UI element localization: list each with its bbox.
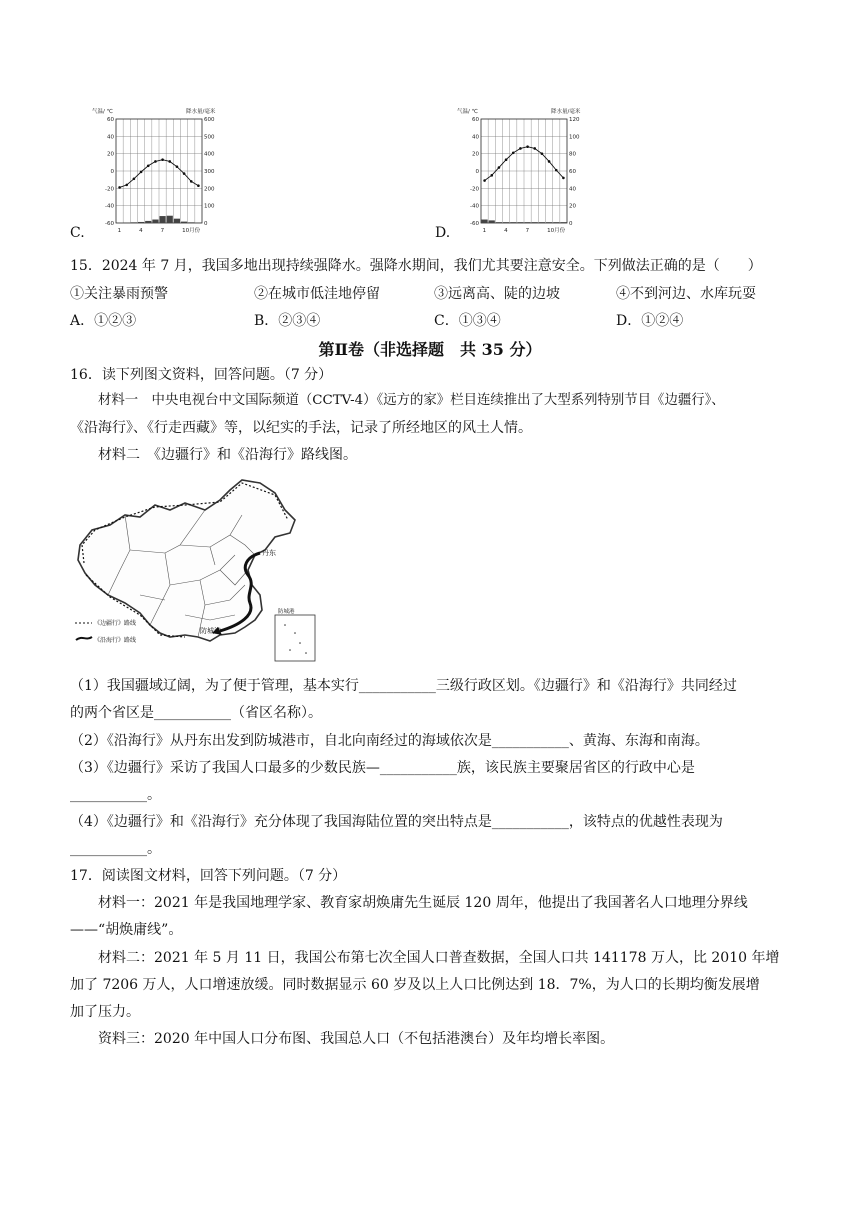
- left-tick-label: 0: [110, 169, 114, 175]
- x-tick-label: 7: [525, 228, 530, 234]
- precip-bar: [160, 216, 166, 223]
- precip-bar: [553, 222, 559, 223]
- left-axis-title: 气温/ ℃: [92, 109, 113, 115]
- right-tick-label: 0: [204, 221, 208, 227]
- temperature-point: [548, 160, 551, 163]
- legend-coast-label: 《沿海行》路线: [94, 637, 137, 644]
- precip-bar: [138, 222, 144, 223]
- q16-sub2: （2）《沿海行》从丹东出发到防城港市，自北向南经过的海域依次是___________、黄海、东海和南海。: [70, 733, 709, 749]
- right-tick-label: 40: [569, 186, 576, 193]
- q17-material-1-line1: 材料一：2021 年是我国地理学家、教育家胡焕庸先生诞辰 120 周年，他提出了我国著名人口地理分界线: [98, 895, 748, 911]
- precip-bar: [496, 222, 502, 223]
- precip-bar: [188, 222, 194, 223]
- precip-bar: [131, 222, 137, 223]
- precip-bar: [525, 222, 531, 223]
- inset-label: 防城港: [278, 609, 295, 615]
- q16-sub3-line2: ___________。: [70, 787, 161, 803]
- precip-bar: [532, 222, 538, 223]
- left-tick-label: 0: [475, 169, 479, 175]
- climate-chart-d: [435, 105, 595, 245]
- left-tick-label: -40: [105, 203, 114, 210]
- right-tick-label: 0: [569, 221, 573, 227]
- precip-bar: [482, 220, 488, 223]
- precip-bar: [539, 222, 545, 223]
- precip-bar: [152, 220, 158, 223]
- q15-item-3: ③远离高、陡的边坡: [434, 286, 560, 302]
- climate-chart-c-svg: [90, 105, 230, 240]
- q17-material-2-line3: 加了压力。: [70, 1004, 140, 1020]
- temperature-point: [526, 145, 529, 148]
- q15-item-1: ①关注暴雨预警: [70, 286, 168, 302]
- precip-bar: [145, 221, 151, 223]
- temperature-point: [483, 179, 486, 182]
- q16-material-2: 材料二 《边疆行》和《沿海行》路线图。: [98, 447, 357, 463]
- q15-item-2: ②在城市低洼地停留: [254, 286, 380, 302]
- temperature-point: [125, 184, 128, 187]
- x-tick-label: 4: [139, 228, 143, 234]
- right-tick-label: 100: [569, 134, 580, 141]
- precip-bar: [195, 222, 201, 223]
- option-label-c: C.: [70, 225, 85, 241]
- legend-border-label: 《边疆行》路线: [94, 620, 137, 627]
- q17-material-2-line1: 材料二：2021 年 5 月 11 日，我国公布第七次全国人口普查数据，全国人口共 141178 万人，比 2010 年增: [98, 950, 780, 966]
- right-tick-label: 80: [569, 151, 576, 158]
- q17-material-3: 资料三：2020 年中国人口分布图、我国总人口（不包括港澳台）及年均增长率图。: [98, 1031, 615, 1047]
- precip-bar: [181, 222, 187, 223]
- q17-material-1-line2: ——“胡焕庸线”。: [70, 922, 183, 938]
- q15-item-4: ④不到河边、水库玩耍: [616, 286, 756, 302]
- temperature-point: [118, 186, 121, 189]
- temperature-point: [140, 171, 143, 174]
- right-tick-label: 120: [569, 117, 580, 123]
- option-label-d: D.: [435, 225, 451, 241]
- q17-stem: 17．阅读图文材料，回答下列问题。（7 分）: [70, 868, 347, 884]
- q16-sub3-line1: （3）《边疆行》采访了我国人口最多的少数民族—___________族，该民族主要聚居省区的行政中心是: [70, 760, 695, 776]
- precip-bar: [124, 222, 130, 223]
- temperature-point: [190, 180, 193, 183]
- temperature-point: [519, 147, 522, 150]
- q17-material-2-line2: 加了 7206 万人，人口增速放缓。同时数据显示 60 岁及以上人口比例达到 18．7%，为人口的长期均衡发展增: [70, 977, 760, 993]
- q15-option-b: B．②③④: [254, 313, 321, 329]
- map-label-fangcheng: 防城港: [200, 627, 221, 635]
- q16-material-1-line2: 《沿海行》、《行走西藏》等，以纪实的手法，记录了所经地区的风土人情。: [70, 420, 532, 436]
- left-tick-label: -20: [105, 186, 114, 193]
- left-tick-label: 60: [107, 117, 114, 123]
- right-tick-label: 400: [204, 151, 215, 158]
- china-route-map: [70, 475, 320, 665]
- temperature-point: [555, 169, 558, 172]
- left-tick-label: -40: [470, 203, 479, 210]
- temperature-point: [533, 147, 536, 150]
- temperature-point: [183, 172, 186, 175]
- legend-coast-symbol: [76, 637, 92, 640]
- climate-chart-c: [70, 105, 230, 245]
- precip-bar: [517, 222, 523, 223]
- x-tick-label: 7: [160, 228, 165, 234]
- right-tick-label: 600: [204, 117, 215, 123]
- q16-sub4-line2: ___________。: [70, 841, 161, 857]
- china-outline: [78, 480, 295, 641]
- left-tick-label: -20: [470, 186, 479, 193]
- x-tick-label: 1: [117, 228, 122, 234]
- x-tick-label: 10月份: [547, 228, 566, 234]
- map-label-dandong: 丹东: [262, 549, 276, 557]
- temperature-point: [505, 158, 508, 161]
- q15-option-a: A．①②③: [70, 313, 137, 329]
- section-title: 第Ⅱ卷（非选择题 共 35 分）: [318, 340, 542, 359]
- climate-chart-d-svg: [455, 105, 595, 240]
- x-tick-label: 1: [482, 228, 487, 234]
- left-tick-label: 20: [472, 151, 479, 158]
- left-tick-label: 60: [472, 117, 479, 123]
- right-tick-label: 500: [204, 134, 215, 141]
- x-tick-label: 4: [504, 228, 508, 234]
- right-axis-title: 降水量/毫米: [186, 109, 216, 115]
- q16-sub1-line1: （1）我国疆域辽阔，为了便于管理，基本实行___________三级行政区划。《边疆行》和《沿海行》共同经过: [70, 678, 737, 694]
- right-tick-label: 100: [204, 203, 215, 210]
- q15-option-d: D．①②④: [616, 313, 684, 329]
- temperature-point: [562, 177, 565, 180]
- left-tick-label: -60: [470, 221, 479, 227]
- temperature-point: [176, 165, 179, 168]
- temperature-point: [161, 158, 164, 161]
- q16-sub1-line2: 的两个省区是___________（省区名称）。: [70, 705, 322, 721]
- temperature-point: [498, 166, 501, 169]
- q16-sub4-line1: （4）《边疆行》和《沿海行》充分体现了我国海陆位置的突出特点是___________，该特点的优越性表现为: [70, 814, 723, 830]
- precip-bar: [489, 220, 495, 223]
- temperature-point: [154, 160, 157, 163]
- x-tick-label: 10月份: [182, 228, 201, 234]
- left-tick-label: 40: [107, 134, 114, 141]
- precip-bar: [510, 222, 516, 223]
- right-axis-title: 降水量/毫米: [551, 109, 581, 115]
- south-china-sea-inset: [275, 615, 315, 661]
- temperature-point: [490, 174, 493, 177]
- precip-bar: [560, 222, 566, 223]
- q16-stem: 16．读下列图文资料，回答问题。（7 分）: [70, 367, 333, 383]
- temperature-point: [197, 184, 200, 187]
- left-tick-label: 20: [107, 151, 114, 158]
- temperature-point: [147, 165, 150, 168]
- precip-bar: [174, 219, 180, 223]
- temperature-point: [133, 178, 136, 181]
- right-tick-label: 60: [569, 169, 576, 175]
- q15-option-c: C．①③④: [434, 313, 501, 329]
- precip-bar: [167, 216, 173, 223]
- left-tick-label: 40: [472, 134, 479, 141]
- temperature-point: [541, 152, 544, 155]
- left-tick-label: -60: [105, 221, 114, 227]
- temperature-point: [512, 152, 515, 155]
- precip-bar: [503, 222, 509, 223]
- right-tick-label: 300: [204, 169, 215, 175]
- temperature-point: [168, 160, 171, 163]
- right-tick-label: 200: [204, 186, 215, 193]
- left-axis-title: 气温/ ℃: [457, 109, 478, 115]
- precip-bar: [546, 222, 552, 223]
- q15-stem: 15．2024 年 7 月，我国多地出现持续强降水。强降水期间，我们尤其要注意安全。下列做法正确的是（ ）: [70, 258, 762, 274]
- q16-material-1-line1: 材料一 中央电视台中文国际频道（CCTV-4）《远方的家》栏目连续推出了大型系列特别节目《边疆行》、: [98, 393, 725, 408]
- right-tick-label: 20: [569, 203, 576, 210]
